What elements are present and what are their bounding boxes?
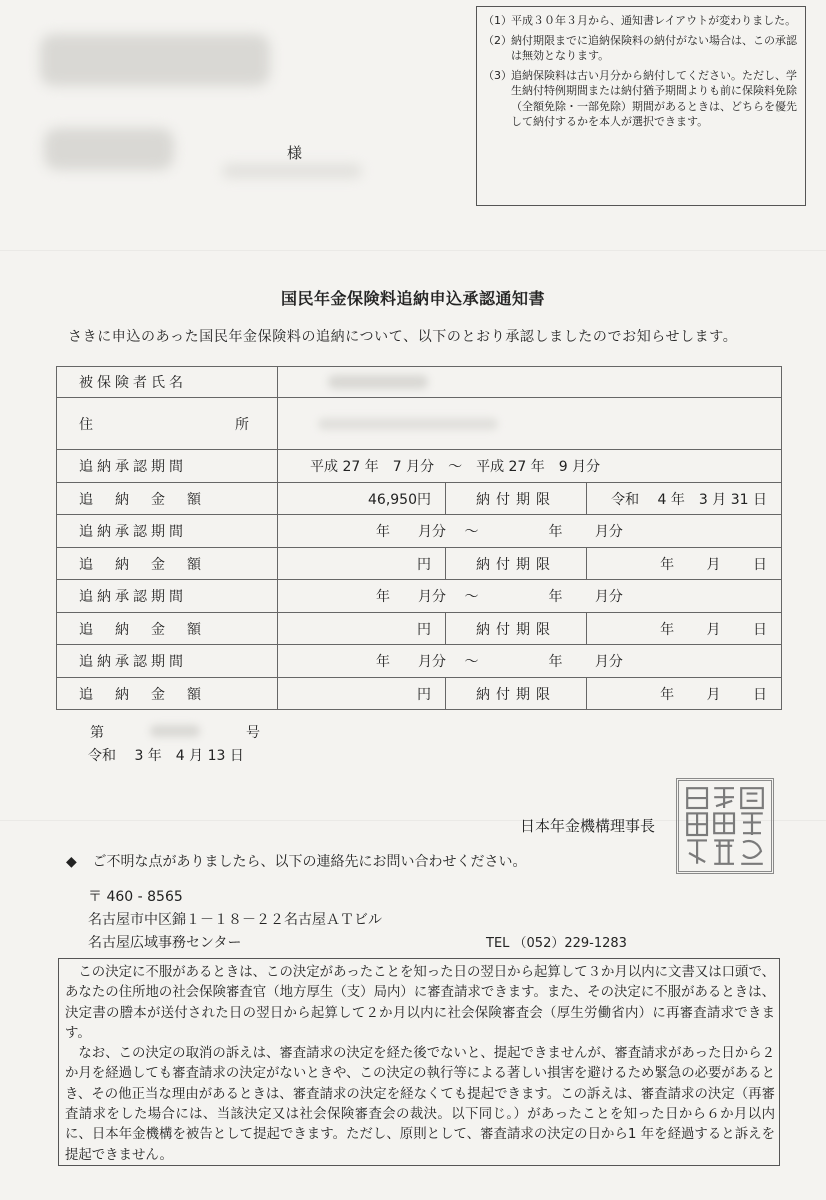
contact-heading xyxy=(66,851,526,871)
period-value: 年 月分 ～ 年 月分 xyxy=(278,580,782,613)
period-value: 年 月分 ～ 年 月分 xyxy=(278,515,782,548)
notice-text: 追納保険料は古い月分から納付してください。ただし、学生納付特例期間または納付猶予期間よりも前に保険料免除（全額免除・一部免除）期間があるときは、どちらを優先して納付するかを本人が選択できます。 xyxy=(511,68,797,128)
amount-label: 追 納 金 額 xyxy=(57,548,278,580)
period-label: 追納承認期間 xyxy=(57,580,278,613)
redacted-recipient-sub xyxy=(222,164,362,178)
table-row xyxy=(57,367,782,398)
table-row xyxy=(57,580,782,613)
table-row xyxy=(57,398,782,450)
notice-number-prefix: 第 xyxy=(90,725,104,741)
notice-number-line xyxy=(90,722,260,742)
appeal-paragraph: この決定に不服があるときは、この決定があったことを知った日の翌日から起算して３か月以内に文書又は口頭で、あなたの住所地の社会保険審査官（地方厚生（支）局内）に審査請求できます。また、その決定に不服があるときは、決定書の謄本が送付された日の翌日から起算して２か月以内に社会保険審査会（厚生労働省内）に再審査請求できます。 xyxy=(65,965,775,1041)
amount-value: 円 xyxy=(278,678,446,710)
intro-text: さきに申込のあった国民年金保険料の追納について、以下のとおり承認しましたのでお知らせします。 xyxy=(68,329,738,345)
contact-telephone: TEL （052）229-1283 xyxy=(486,936,627,951)
amount-value: 円 xyxy=(278,548,446,580)
contact-address: 名古屋市中区錦１－１８－２２名古屋ＡＴビル xyxy=(88,912,382,928)
table-row xyxy=(57,515,782,548)
notice-item xyxy=(483,68,797,130)
appeal-paragraph: なお、この決定の取消の訴えは、審査請求の決定を経た後でないと、提起できませんが、審査請求があった日から２か月を経過しても審査請求の決定がないときや、この決定の執行等による著しい損害を避けるため緊急の必要があるとき、その他正当な理由があるときは、審査請求の決定を経なくても提起できます。この訴えは、審査請求の決定（再審査請求をした場合には、当該決定又は社会保険審査会の裁決。以下同じ。）があったことを知った日から６か月以内に、日本年金機構を被告として提起できます。ただし、原則として、審査請求の決定の日から1 年を経過すると訴えを提起できません。 xyxy=(65,1046,775,1163)
seal-glyphs xyxy=(679,781,771,871)
notice-number: （1） xyxy=(483,14,512,27)
table-row xyxy=(57,548,782,580)
table-row xyxy=(57,678,782,710)
table-row xyxy=(57,613,782,645)
recipient-honorific: 様 xyxy=(287,144,303,162)
notice-number: （3） xyxy=(483,68,512,82)
notice-box xyxy=(476,6,806,206)
fold-line xyxy=(0,250,826,251)
deadline-value: 年 月 日 xyxy=(587,678,782,710)
notice-item xyxy=(483,13,797,29)
issue-date: 令和 3 年 4 月 13 日 xyxy=(88,748,244,764)
signer-title: 日本年金機構理事長 xyxy=(520,817,656,835)
table-row xyxy=(57,450,782,483)
diamond-bullet-icon: ◆ xyxy=(66,854,77,870)
approval-table xyxy=(56,366,782,710)
address-label: 住 所 xyxy=(57,398,278,450)
official-seal xyxy=(676,778,774,874)
deadline-label: 納付期限 xyxy=(446,678,587,710)
period-label: 追納承認期間 xyxy=(57,645,278,678)
document-title: 国民年金保険料追納申込承認通知書 xyxy=(280,289,545,308)
period-label: 追納承認期間 xyxy=(57,515,278,548)
amount-label: 追 納 金 額 xyxy=(57,678,278,710)
amount-label: 追 納 金 額 xyxy=(57,613,278,645)
name-value xyxy=(278,367,782,398)
name-label: 被保険者氏名 xyxy=(57,367,278,398)
notice-item xyxy=(483,33,797,64)
notice-number-suffix: 号 xyxy=(246,725,260,741)
notice-number: （2） xyxy=(483,33,512,47)
redacted-notice-number xyxy=(150,725,200,737)
period-value: 年 月分 ～ 年 月分 xyxy=(278,645,782,678)
deadline-label: 納付期限 xyxy=(446,483,587,515)
amount-label: 追 納 金 額 xyxy=(57,483,278,515)
redacted-address xyxy=(40,34,270,86)
deadline-value: 年 月 日 xyxy=(587,548,782,580)
redacted-insured-address xyxy=(318,418,498,430)
redacted-recipient-name xyxy=(44,128,174,170)
contact-heading-text: ご不明な点がありましたら、以下の連絡先にお問い合わせください。 xyxy=(92,854,527,870)
deadline-value: 年 月 日 xyxy=(587,613,782,645)
notice-text: 平成３０年３月から、通知書レイアウトが変わりました。 xyxy=(511,14,797,27)
redacted-insured-name xyxy=(328,375,428,389)
postal-code: 〒 460 - 8565 xyxy=(88,889,183,905)
deadline-label: 納付期限 xyxy=(446,548,587,580)
amount-value: 46,950円 xyxy=(278,483,446,515)
deadline-label: 納付期限 xyxy=(446,613,587,645)
address-value xyxy=(278,398,782,450)
period-value: 平成 27 年 7 月分 ～ 平成 27 年 9 月分 xyxy=(278,450,782,483)
contact-office: 名古屋広域事務センター xyxy=(88,935,242,951)
deadline-value: 令和 4 年 3 月 31 日 xyxy=(587,483,782,515)
appeal-notice-box xyxy=(58,958,780,1166)
table-row xyxy=(57,645,782,678)
amount-value: 円 xyxy=(278,613,446,645)
table-row xyxy=(57,483,782,515)
notice-text: 納付期限までに追納保険料の納付がない場合は、この承認は無効となります。 xyxy=(511,33,797,62)
period-label: 追納承認期間 xyxy=(57,450,278,483)
